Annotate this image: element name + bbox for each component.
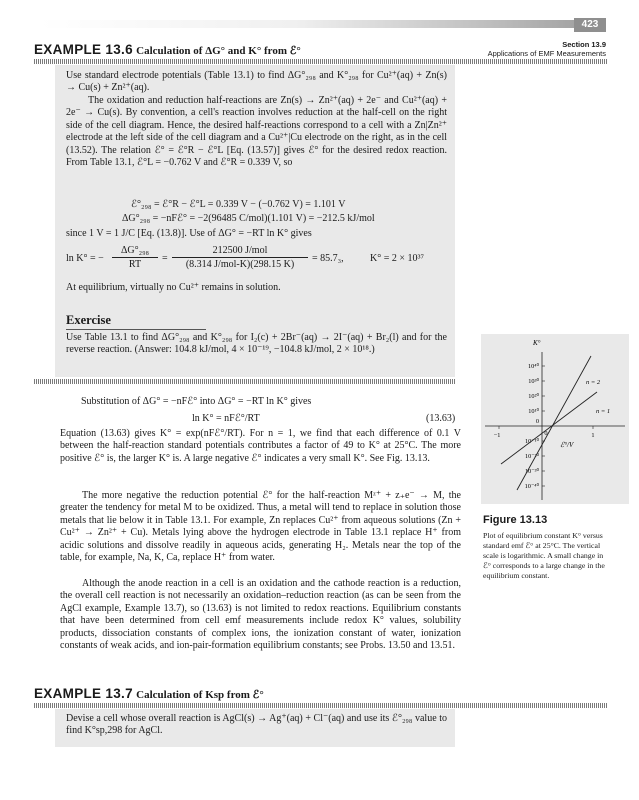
exercise-heading: Exercise [66,313,111,327]
example-heading: Calculation of ΔG° and K° from ℰ° [136,45,301,57]
fraction-2-numerator: 212500 J/mol [172,245,308,258]
series-label-n2: n = 2 [586,379,601,386]
example-label: EXAMPLE 13.7 [34,686,133,701]
title-hatch-rule [34,703,608,708]
y-tick-label: 10³⁰ [528,378,539,385]
figure-13-13-plot [481,334,629,504]
y-tick-label: 0 [535,418,539,425]
equation-number: (13.63) [426,413,456,424]
y-tick-label: 10²⁰ [528,393,539,400]
body-paragraph-1: Equation (13.63) gives K° = exp(nFℰ°/RT). For n = 1, we find that each difference of 0.1 V between the half-reaction standard potentials contributes a factor of 49 to K° at 25°C. The more positive ℰ° is, the larger K° is. A large negative ℰ° indicates a very small K°. See Fig. 13.13. [60,428,461,464]
y-tick-label: 10⁻³⁰ [524,468,539,475]
y-axis-title: K° [533,339,541,347]
figure-caption: Plot of equilibrium constant K° versus standard emf ℰ° at 25°C. The vertical scale is logarithmic. A small change in ℰ° corresponds to a large change in the equilibrium constant. [483,531,605,580]
x-tick-label-neg: −1 [493,432,501,439]
x-axis-title: ℰ°/V [560,441,574,449]
example-13-7-title [34,686,264,702]
example-13-6-statement: Use standard electrode potentials (Table 13.1) to find ΔG°₂₉₈ and K°₂₉₈ for Cu²⁺(aq) + Zn(s) → Cu(s) + Zn²⁺(aq). [66,70,447,94]
figure-label: Figure 13.13 [483,514,548,526]
y-tick-label: 10⁻¹⁰ [524,438,539,445]
box-bottom-hatch [34,379,455,384]
figure-background [481,334,629,504]
example-13-7-statement: Devise a cell whose overall reaction is AgCl(s) → Ag⁺(aq) + Cl⁻(aq) and use its ℰ°₂₉₈ value to find K°sp,298 for AgCl. [66,713,447,737]
body-paragraph-2: The more negative the reduction potential ℰ° for the half-reaction Mᶻ⁺ + z₊e⁻ → M, the greater the tendency for metal M to be oxidized. Thus, a metal will tend to replace in solution those metals that lie below it in Table 13.1. For example, Zn replaces Cu²⁺ from aqueous solutions (Zn + Cu²⁺ → Zn²⁺ + Cu). Metals lying above the hydrogen electrode in Table 13.1 replace H⁺ from acidic solutions and dissolve readily in aqueous acids, generating H₂. Metals near the top of the table, for example, Na, K, Ca, replace H⁺ from water. [60,490,461,564]
fraction-1-numerator: ΔG°₂₉₈ [112,245,158,258]
fraction-2-denominator: (8.314 J/mol-K)(298.15 K) [185,259,295,270]
example-13-6-solution: The oxidation and reduction half-reactions are Zn(s) → Zn²⁺(aq) + 2e⁻ and Cu²⁺(aq) + 2e⁻ → Cu(s). By convention, a cell's reaction involves reduction at the half-cell on the right side of the cell diagram. Hence, the desired half-reactions correspond to a cell with a Zn|Zn²⁺ electrode at the left side of the cell diagram and a Cu²⁺|Cu electrode on the right, as in the cell (13.52). The relation ℰ° = ℰ°R − ℰ°L [Eq. (13.57)] gives ℰ° for the desired redox reaction. From Table 13.1, ℰ°L = −0.762 V and ℰ°R = 0.339 V, so [66,95,447,169]
y-tick-label: 10⁻⁴⁰ [524,483,539,490]
example-13-6-since: since 1 V = 1 J/C [Eq. (13.8)]. Use of ΔG° = −RT ln K° gives [66,228,312,239]
body-substitution: Substitution of ΔG° = −nFℰ° into ΔG° = −RT ln K° gives [81,396,312,407]
equation-equals: = [162,253,168,264]
equation-lnk-result: = 85.7₃, [312,253,344,264]
exercise-rule [66,329,206,330]
example-label: EXAMPLE 13.6 [34,42,133,57]
equation-13-63: ln K° = nFℰ°/RT [192,413,260,424]
y-tick-label: 10⁴⁰ [527,363,539,370]
example-13-6-conclusion: At equilibrium, virtually no Cu²⁺ remains in solution. [66,282,281,293]
example-heading: Calculation of Ksp from ℰ° [136,689,264,701]
body-paragraph-3: Although the anode reaction in a cell is an oxidation and the cathode reaction is a reduction, the overall cell reaction is not necessarily an oxidation–reduction reaction (as can be seen from the AgCl example, Example 13.7), so (13.63) is not limited to redox reactions. Equilibrium constants that have been determined from cell emf measurements include redox K° values, solubility products, dissociation constants of complex ions, the ionization constant of water, ionization constants of weak acids, and ion-pair-formation equilibrium constants; see Probs. 13.50 and 13.51. [60,578,461,652]
header-gradient-bar [40,20,606,28]
y-tick-label: 10⁻²⁰ [524,453,539,460]
equation-gibbs: ΔG°₂₉₈ = −nFℰ° = −2(96485 C/mol)(1.101 V) = −212.5 kJ/mol [122,213,375,224]
section-title: Applications of EMF Measurements [487,49,606,58]
x-tick-label-pos: 1 [591,432,595,439]
exercise-text: Use Table 13.1 to find ΔG°₂₉₈ and K°₂₉₈ for I₂(c) + 2Br⁻(aq) → 2I⁻(aq) + Br₂(l) and for the reverse reaction. (Answer: 104.8 kJ/mol, 4 × 10⁻¹⁹, −104.8 kJ/mol, 2 × 10¹⁸.) [66,332,447,356]
title-hatch-rule [34,59,608,64]
fraction-1-denominator: RT [128,259,142,270]
x-tick-label-zero: 0 [544,430,548,437]
series-label-n1: n = 1 [596,408,611,415]
y-tick-label: 10¹⁰ [528,408,539,415]
page-number: 423 [574,18,606,32]
running-head [488,40,606,58]
example-13-6-title [34,42,301,58]
equation-emf: ℰ°₂₉₈ = ℰ°R − ℰ°L = 0.339 V − (−0.762 V) = 1.101 V [131,199,346,210]
equation-lnk-lhs: ln K° = − [66,253,104,264]
section-number: Section 13.9 [562,40,606,49]
equation-k-value: K° = 2 × 10³⁷ [370,253,424,264]
